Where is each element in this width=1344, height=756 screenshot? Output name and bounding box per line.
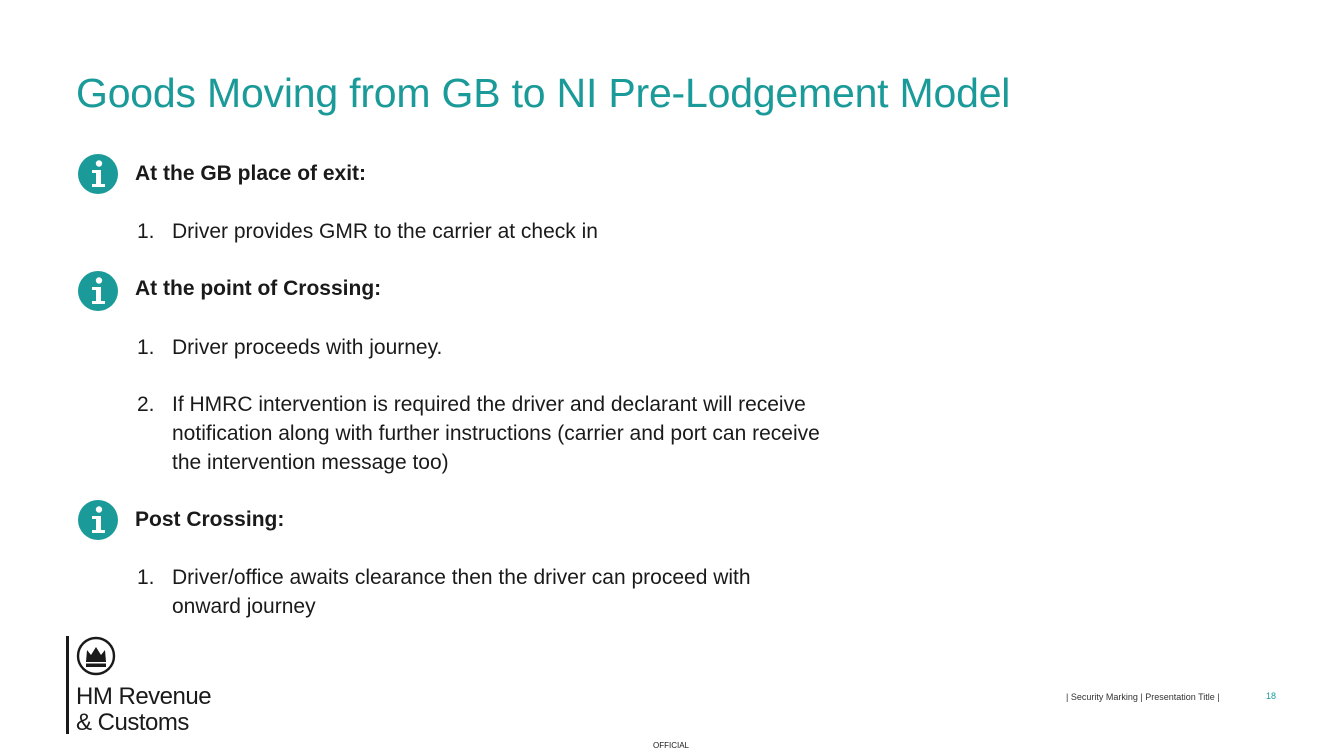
list-text-line: Driver/office awaits clearance then the driver can proceed with <box>172 566 751 589</box>
list-text-line: notification along with further instructions (carrier and port can receive <box>172 422 820 445</box>
section-heading-gb-exit: At the GB place of exit: <box>135 162 367 185</box>
list-number: 1. <box>137 336 155 359</box>
info-icon <box>78 271 118 311</box>
hmrc-logo <box>66 634 236 736</box>
crown-crest-icon <box>76 636 116 676</box>
logo-rule <box>66 636 69 734</box>
list-number: 2. <box>137 393 155 416</box>
page-number: 18 <box>1266 691 1277 701</box>
list-text-line: If HMRC intervention is required the driver and declarant will receive <box>172 393 806 416</box>
list-item <box>137 390 820 477</box>
list-text-line: Driver provides GMR to the carrier at check in <box>172 220 598 243</box>
list-number: 1. <box>137 220 155 243</box>
list-item <box>137 563 751 621</box>
slide-title: Goods Moving from GB to NI Pre-Lodgement Model <box>76 70 1011 116</box>
section-heading-crossing: At the point of Crossing: <box>135 277 382 300</box>
info-icon <box>78 500 118 540</box>
list-text-line: Driver proceeds with journey. <box>172 336 443 359</box>
list-text-line: onward journey <box>172 595 316 618</box>
footer-meta: | Security Marking | Presentation Title | <box>1066 692 1220 702</box>
logo-wordmark <box>76 684 211 736</box>
logo-line-1: HM Revenue <box>76 683 212 710</box>
list-item <box>137 217 598 246</box>
logo-line-2: & Customs <box>76 709 189 736</box>
list-item <box>137 333 442 362</box>
list-text-line: the intervention message too) <box>172 451 449 474</box>
classification-label: OFFICIAL <box>653 741 690 750</box>
list-number: 1. <box>137 566 155 589</box>
section-heading-post-crossing: Post Crossing: <box>135 508 285 531</box>
info-icon <box>78 154 118 194</box>
